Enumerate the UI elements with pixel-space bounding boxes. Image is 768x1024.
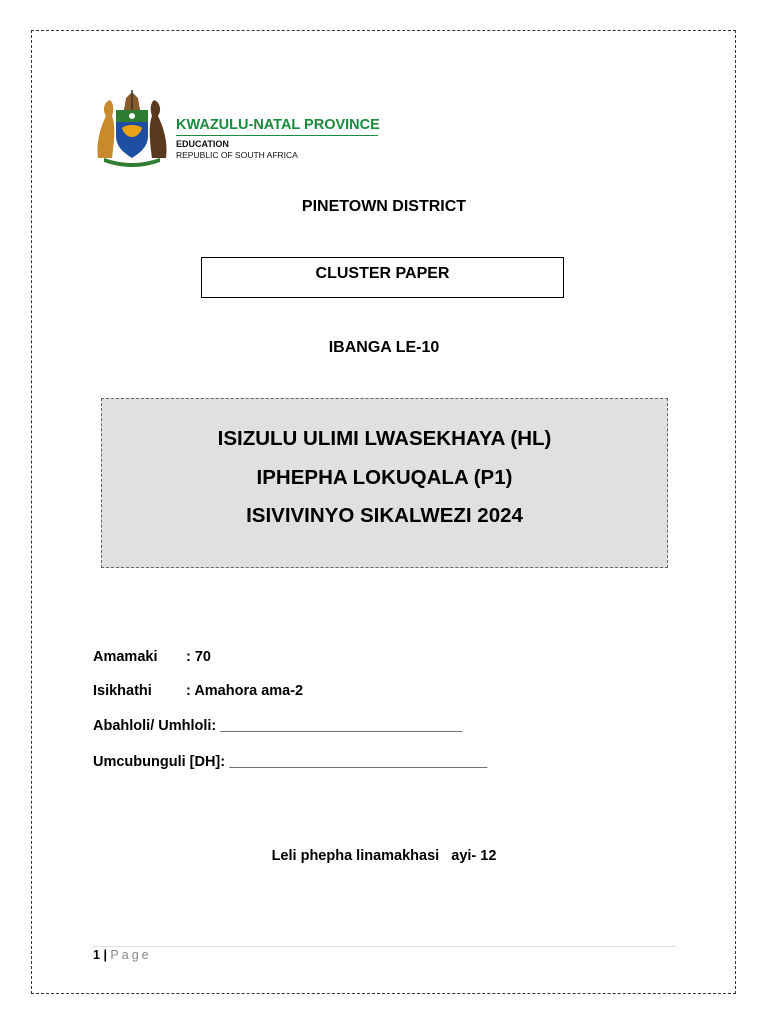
marks-value: : 70	[186, 649, 211, 665]
page-number: 1	[93, 948, 100, 962]
page-footer	[93, 948, 152, 962]
kzn-education-logo	[92, 88, 382, 168]
exam-subject: ISIZULU ULIMI LWASEKHAYA (HL)	[217, 427, 552, 450]
exam-paper: IPHEPHA LOKUQALA (P1)	[256, 466, 513, 489]
time-row	[93, 683, 304, 699]
examiner-blank[interactable]: ______________________________	[220, 718, 463, 734]
marks-row	[93, 649, 211, 665]
page-count-note	[0, 848, 768, 864]
paper-type-box	[201, 257, 564, 298]
marks-label: Amamaki	[93, 649, 158, 665]
coat-of-arms-icon	[92, 88, 172, 168]
examiner-label: Abahloli/ Umhloli:	[93, 718, 217, 734]
department-name: EDUCATION	[176, 139, 229, 149]
page-count-text: Leli phepha linamakhasi ayi- 12	[271, 848, 497, 864]
moderator-row	[93, 754, 487, 770]
exam-title-box	[101, 398, 668, 568]
grade-heading: IBANGA LE-10	[328, 339, 440, 356]
moderator-blank[interactable]: ________________________________	[229, 754, 488, 770]
paper-type-label: CLUSTER PAPER	[315, 265, 450, 282]
page-label: Page	[110, 948, 152, 962]
district-heading: PINETOWN DISTRICT	[301, 198, 467, 215]
moderator-label: Umcubunguli [DH]:	[93, 754, 226, 770]
province-name: KWAZULU-NATAL PROVINCE	[176, 117, 380, 133]
logo-divider	[176, 135, 378, 136]
footer-divider	[93, 946, 676, 947]
time-value: : Amahora ama-2	[186, 683, 304, 699]
footer-separator: |	[103, 948, 107, 962]
examiner-row	[93, 718, 462, 734]
exam-session: ISIVIVINYO SIKALWEZI 2024	[246, 504, 523, 527]
time-label: Isikhathi	[93, 683, 152, 699]
country-name: REPUBLIC OF SOUTH AFRICA	[176, 150, 298, 160]
